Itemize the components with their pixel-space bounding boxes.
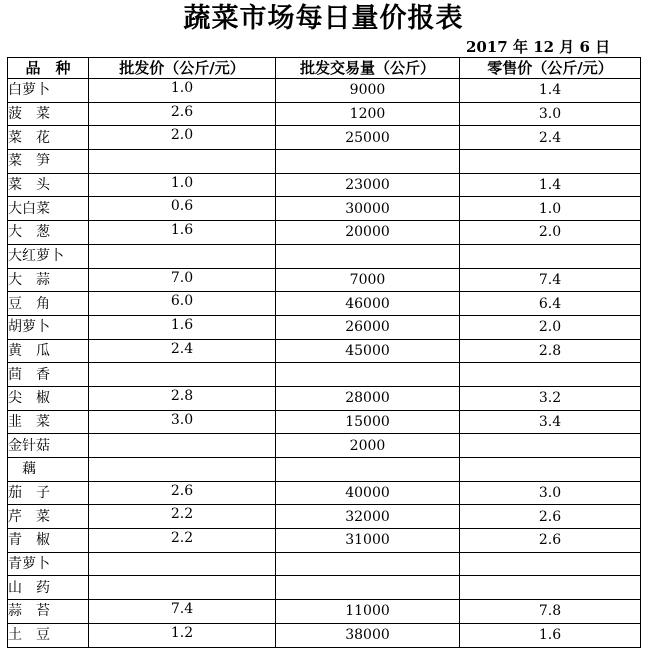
retail-price-cell bbox=[460, 363, 641, 387]
variety-cell: 金针菇 bbox=[8, 434, 89, 458]
variety-cell: 藕 bbox=[8, 458, 89, 482]
wholesale-volume-cell: 28000 bbox=[276, 386, 460, 410]
retail-price-cell: 2.0 bbox=[460, 221, 641, 245]
wholesale-volume-cell bbox=[276, 576, 460, 600]
variety-cell: 蒜 苔 bbox=[8, 600, 89, 624]
wholesale-price-cell: 7.0 bbox=[89, 268, 276, 292]
wholesale-price-cell bbox=[89, 576, 276, 600]
variety-cell: 菠 菜 bbox=[8, 102, 89, 126]
retail-price-cell: 3.0 bbox=[460, 102, 641, 126]
retail-price-cell: 1.4 bbox=[460, 79, 641, 103]
table-row bbox=[8, 221, 641, 245]
table-row bbox=[8, 529, 641, 553]
column-header-variety: 品 种 bbox=[8, 58, 89, 79]
wholesale-volume-cell: 38000 bbox=[276, 623, 460, 647]
wholesale-volume-cell bbox=[276, 458, 460, 482]
wholesale-price-cell: 2.2 bbox=[89, 505, 276, 529]
retail-price-cell: 6.4 bbox=[460, 292, 641, 316]
wholesale-volume-cell: 9000 bbox=[276, 79, 460, 103]
retail-price-cell: 3.0 bbox=[460, 481, 641, 505]
wholesale-volume-cell bbox=[276, 363, 460, 387]
variety-cell: 白萝卜 bbox=[8, 79, 89, 103]
wholesale-price-cell bbox=[89, 552, 276, 576]
variety-cell: 豆 角 bbox=[8, 292, 89, 316]
table-row bbox=[8, 363, 641, 387]
variety-cell: 菜 花 bbox=[8, 126, 89, 150]
variety-cell: 大 蒜 bbox=[8, 268, 89, 292]
wholesale-price-cell: 2.4 bbox=[89, 339, 276, 363]
wholesale-price-cell: 6.0 bbox=[89, 292, 276, 316]
retail-price-cell: 1.6 bbox=[460, 623, 641, 647]
wholesale-price-cell: 3.0 bbox=[89, 410, 276, 434]
variety-cell: 青 椒 bbox=[8, 529, 89, 553]
table-row bbox=[8, 505, 641, 529]
wholesale-volume-cell: 20000 bbox=[276, 221, 460, 245]
table-row bbox=[8, 150, 641, 174]
variety-cell: 大白菜 bbox=[8, 197, 89, 221]
retail-price-cell bbox=[460, 576, 641, 600]
retail-price-cell: 2.6 bbox=[460, 505, 641, 529]
wholesale-volume-cell bbox=[276, 150, 460, 174]
retail-price-cell bbox=[460, 150, 641, 174]
retail-price-cell: 2.8 bbox=[460, 339, 641, 363]
retail-price-cell: 3.4 bbox=[460, 410, 641, 434]
wholesale-price-cell: 2.0 bbox=[89, 126, 276, 150]
wholesale-price-cell: 2.2 bbox=[89, 529, 276, 553]
wholesale-price-cell: 1.0 bbox=[89, 79, 276, 103]
report-title: 蔬菜市场每日量价报表 bbox=[183, 3, 464, 34]
retail-price-cell bbox=[460, 458, 641, 482]
wholesale-price-cell: 1.6 bbox=[89, 315, 276, 339]
table-row bbox=[8, 386, 641, 410]
wholesale-volume-cell: 7000 bbox=[276, 268, 460, 292]
retail-price-cell bbox=[460, 552, 641, 576]
wholesale-price-cell: 2.8 bbox=[89, 386, 276, 410]
table-row bbox=[8, 458, 641, 482]
variety-cell: 尖 椒 bbox=[8, 386, 89, 410]
wholesale-price-cell: 7.4 bbox=[89, 600, 276, 624]
variety-cell: 青萝卜 bbox=[8, 552, 89, 576]
variety-cell: 山 药 bbox=[8, 576, 89, 600]
table-row bbox=[8, 339, 641, 363]
table-row bbox=[8, 552, 641, 576]
variety-cell: 茴 香 bbox=[8, 363, 89, 387]
wholesale-price-cell bbox=[89, 458, 276, 482]
wholesale-volume-cell: 30000 bbox=[276, 197, 460, 221]
table-row bbox=[8, 292, 641, 316]
retail-price-cell bbox=[460, 434, 641, 458]
wholesale-volume-cell: 23000 bbox=[276, 173, 460, 197]
table-header-row bbox=[8, 58, 641, 79]
wholesale-price-cell: 1.2 bbox=[89, 623, 276, 647]
variety-cell: 大红萝卜 bbox=[8, 244, 89, 268]
variety-cell: 大 葱 bbox=[8, 221, 89, 245]
retail-price-cell: 1.4 bbox=[460, 173, 641, 197]
table-row bbox=[8, 197, 641, 221]
wholesale-volume-cell: 11000 bbox=[276, 600, 460, 624]
wholesale-price-cell: 1.6 bbox=[89, 221, 276, 245]
retail-price-cell: 3.2 bbox=[460, 386, 641, 410]
table-row bbox=[8, 434, 641, 458]
variety-cell: 胡萝卜 bbox=[8, 315, 89, 339]
table-row bbox=[8, 623, 641, 647]
wholesale-price-cell: 1.0 bbox=[89, 173, 276, 197]
table-row bbox=[8, 576, 641, 600]
table-row bbox=[8, 244, 641, 268]
retail-price-cell: 2.0 bbox=[460, 315, 641, 339]
table-row bbox=[8, 79, 641, 103]
wholesale-volume-cell: 26000 bbox=[276, 315, 460, 339]
table-row bbox=[8, 173, 641, 197]
variety-cell: 韭 菜 bbox=[8, 410, 89, 434]
variety-cell: 茄 子 bbox=[8, 481, 89, 505]
variety-cell: 土 豆 bbox=[8, 623, 89, 647]
column-header-wholesale-price: 批发价（公斤/元） bbox=[89, 58, 276, 79]
wholesale-volume-cell: 15000 bbox=[276, 410, 460, 434]
wholesale-price-cell bbox=[89, 244, 276, 268]
column-header-retail-price: 零售价（公斤/元） bbox=[460, 58, 641, 79]
retail-price-cell: 2.6 bbox=[460, 529, 641, 553]
wholesale-price-cell bbox=[89, 363, 276, 387]
report-date: 2017 年 12 月 6 日 bbox=[466, 38, 611, 56]
variety-cell: 菜 头 bbox=[8, 173, 89, 197]
retail-price-cell: 7.4 bbox=[460, 268, 641, 292]
wholesale-volume-cell: 25000 bbox=[276, 126, 460, 150]
table-row bbox=[8, 102, 641, 126]
price-table bbox=[7, 57, 641, 648]
retail-price-cell: 1.0 bbox=[460, 197, 641, 221]
wholesale-volume-cell: 46000 bbox=[276, 292, 460, 316]
table-row bbox=[8, 268, 641, 292]
variety-cell: 芹 菜 bbox=[8, 505, 89, 529]
wholesale-price-cell: 0.6 bbox=[89, 197, 276, 221]
column-header-wholesale-volume: 批发交易量（公斤） bbox=[276, 58, 460, 79]
table-row bbox=[8, 481, 641, 505]
table-row bbox=[8, 315, 641, 339]
table-row bbox=[8, 600, 641, 624]
wholesale-volume-cell bbox=[276, 244, 460, 268]
wholesale-volume-cell bbox=[276, 552, 460, 576]
wholesale-volume-cell: 40000 bbox=[276, 481, 460, 505]
wholesale-price-cell: 2.6 bbox=[89, 481, 276, 505]
wholesale-price-cell: 2.6 bbox=[89, 102, 276, 126]
retail-price-cell bbox=[460, 244, 641, 268]
wholesale-volume-cell: 45000 bbox=[276, 339, 460, 363]
wholesale-volume-cell: 1200 bbox=[276, 102, 460, 126]
wholesale-volume-cell: 32000 bbox=[276, 505, 460, 529]
retail-price-cell: 2.4 bbox=[460, 126, 641, 150]
table-body bbox=[8, 79, 641, 648]
wholesale-volume-cell: 31000 bbox=[276, 529, 460, 553]
variety-cell: 菜 笋 bbox=[8, 150, 89, 174]
table-row bbox=[8, 410, 641, 434]
variety-cell: 黄 瓜 bbox=[8, 339, 89, 363]
wholesale-volume-cell: 2000 bbox=[276, 434, 460, 458]
wholesale-price-cell bbox=[89, 150, 276, 174]
wholesale-price-cell bbox=[89, 434, 276, 458]
retail-price-cell: 7.8 bbox=[460, 600, 641, 624]
table-row bbox=[8, 126, 641, 150]
